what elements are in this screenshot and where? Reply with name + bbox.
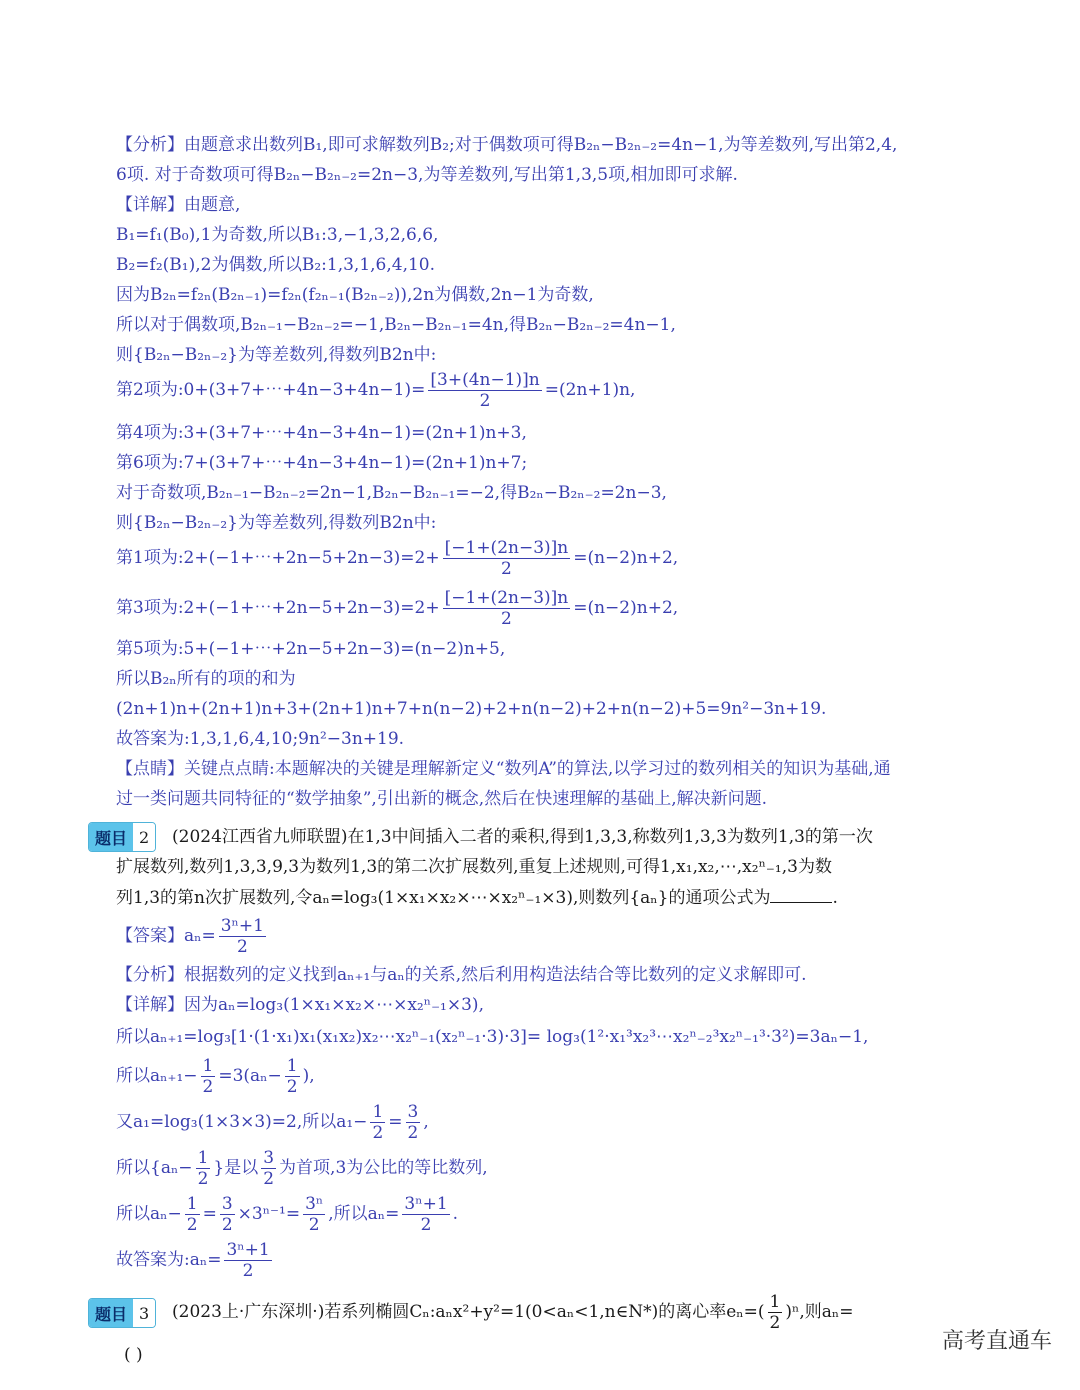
numerator: 1 bbox=[769, 1292, 781, 1312]
arith-line-1: 则{B₂ₙ−B₂ₙ₋₂}为等差数列,得数列B2n中: bbox=[116, 345, 437, 365]
question-number: 2 bbox=[133, 823, 155, 851]
question-3-line-1 bbox=[172, 1292, 853, 1333]
question-3-right: )ⁿ,则aₙ= bbox=[785, 1302, 854, 1322]
numerator: 3 bbox=[221, 1194, 233, 1214]
numerator: 1 bbox=[202, 1056, 214, 1076]
fraction bbox=[428, 370, 541, 411]
equals-sign: = bbox=[202, 1204, 217, 1224]
term-1-left: 第1项为:2+(−1+⋯+2n−5+2n−3)=2+ bbox=[116, 548, 440, 568]
answer-label: 【答案】aₙ= bbox=[116, 926, 216, 946]
numerator: [−1+(2n−3)]n bbox=[444, 538, 569, 558]
question-tag: 题目 bbox=[89, 823, 133, 851]
term-5-line: 第5项为:5+(−1+⋯+2n−5+2n−3)=(n−2)n+5, bbox=[116, 639, 506, 659]
term-6-line: 第6项为:7+(3+7+⋯+4n−3+4n−1)=(2n+1)n+7; bbox=[116, 453, 528, 473]
numerator: 3ⁿ+1 bbox=[220, 916, 264, 936]
step-1-line: 所以aₙ₊₁=log₃[1·(1·x₁)x₁(x₁x₂)x₂⋯x₂ⁿ₋₁(x₂ⁿ₋₁·3)·3]= log₃(1²·x₁³x₂³⋯x₂ⁿ₋₂³x₂ⁿ₋₁³·3²)=3aₙ−1, bbox=[116, 1027, 869, 1047]
denominator: 2 bbox=[186, 1215, 198, 1235]
numerator: 1 bbox=[286, 1056, 298, 1076]
term-3-right: =(n−2)n+2, bbox=[573, 598, 679, 618]
step-4-right: 为首项,3为公比的等比数列, bbox=[279, 1158, 488, 1178]
fraction bbox=[285, 1056, 300, 1097]
fraction bbox=[201, 1056, 216, 1097]
fraction bbox=[406, 1102, 421, 1143]
fraction bbox=[185, 1194, 200, 1235]
remark-line-2: 过一类问题共同特征的“数学抽象”,引出新的概念,然后在快速理解的基础上,解决新问题. bbox=[116, 789, 767, 809]
question-2-badge bbox=[88, 822, 156, 852]
step-2-right: ), bbox=[302, 1066, 315, 1086]
denominator: 2 bbox=[769, 1313, 781, 1333]
fraction bbox=[402, 1194, 449, 1235]
final-answer-line bbox=[116, 1240, 275, 1281]
question-3-badge bbox=[88, 1298, 156, 1328]
step-5-right: . bbox=[452, 1204, 459, 1224]
denominator: 2 bbox=[242, 1261, 254, 1281]
question-2-line-3 bbox=[116, 886, 838, 909]
numerator: [−1+(2n−3)]n bbox=[444, 588, 569, 608]
numerator: 1 bbox=[197, 1148, 209, 1168]
question-2-line-3-end: . bbox=[832, 888, 838, 908]
term-3-left: 第3项为:2+(−1+⋯+2n−5+2n−3)=2+ bbox=[116, 598, 440, 618]
sum-line: (2n+1)n+(2n+1)n+3+(2n+1)n+7+n(n−2)+2+n(n−2)+2+n(n−2)+5=9n²−3n+19. bbox=[116, 699, 827, 719]
numerator: [3+(4n−1)]n bbox=[430, 370, 540, 390]
denominator: 2 bbox=[221, 1215, 233, 1235]
step-4-line bbox=[116, 1148, 488, 1189]
final-answer-label: 故答案为:aₙ= bbox=[116, 1250, 222, 1270]
step-3-line bbox=[116, 1102, 429, 1143]
question-2-line-2: 扩展数列,数列1,3,3,9,3为数列1,3的第二次扩展数列,重复上述规则,可得1,x₁,x₂,⋯,x₂ⁿ₋₁,3为数 bbox=[116, 857, 832, 877]
term-2-line bbox=[116, 370, 635, 411]
question-2-line-1: (2024江西省九师联盟)在1,3中间插入二者的乘积,得到1,3,3,称数列1,3,3为数列1,3的第一次 bbox=[172, 827, 873, 847]
step-3-right: , bbox=[423, 1112, 429, 1132]
question-2-line-3-text: 列1,3的第n次扩展数列,令aₙ=log₃(1×x₁×x₂×⋯×x₂ⁿ₋₁×3),则数列{aₙ}的通项公式为 bbox=[116, 888, 771, 908]
odd-line: 对于奇数项,B₂ₙ₋₁−B₂ₙ₋₂=2n−1,B₂ₙ−B₂ₙ₋₁=−2,得B₂ₙ−B₂ₙ₋₂=2n−3, bbox=[116, 483, 667, 503]
term-3-line bbox=[116, 588, 678, 629]
answer-blank bbox=[770, 886, 832, 903]
even-line: 所以对于偶数项,B₂ₙ₋₁−B₂ₙ₋₂=−1,B₂ₙ−B₂ₙ₋₁=4n,得B₂ₙ−B₂ₙ₋₂=4n−1, bbox=[116, 315, 676, 335]
analysis-line-1: 【分析】由题意求出数列B₁,即可求解数列B₂;对于偶数项可得B₂ₙ−B₂ₙ₋₂=4n−1,为等差数列,写出第2,4, bbox=[116, 135, 898, 155]
step-2-left: 所以aₙ₊₁− bbox=[116, 1066, 198, 1086]
b2-line: B₂=f₂(B₁),2为偶数,所以B₂:1,3,1,6,4,10. bbox=[116, 255, 436, 275]
fraction bbox=[370, 1102, 385, 1143]
term-4-line: 第4项为:3+(3+7+⋯+4n−3+4n−1)=(2n+1)n+3, bbox=[116, 423, 527, 443]
because-line: 因为B₂ₙ=f₂ₙ(B₂ₙ₋₁)=f₂ₙ(f₂ₙ₋₁(B₂ₙ₋₂)),2n为偶数,2n−1为奇数, bbox=[116, 285, 594, 305]
watermark: 高考直通车 bbox=[941, 1329, 1052, 1354]
denominator: 2 bbox=[372, 1123, 384, 1143]
numerator: 3 bbox=[407, 1102, 419, 1122]
arith-line-2: 则{B₂ₙ−B₂ₙ₋₂}为等差数列,得数列B2n中: bbox=[116, 513, 437, 533]
denominator: 2 bbox=[263, 1169, 275, 1189]
remark-line-1: 【点睛】关键点点睛:本题解决的关键是理解新定义“数列A”的算法,以学习过的数列相关的知识为基础,通 bbox=[116, 759, 891, 779]
step-5-mid-2: ,所以aₙ= bbox=[328, 1204, 400, 1224]
analysis-line-2: 6项. 对于奇数项可得B₂ₙ−B₂ₙ₋₂=2n−3,为等差数列,写出第1,3,5项,相加即可求解. bbox=[116, 165, 738, 185]
fraction bbox=[219, 916, 266, 957]
fraction bbox=[261, 1148, 276, 1189]
fraction bbox=[443, 538, 571, 579]
question-tag: 题目 bbox=[89, 1299, 133, 1327]
analysis-2-line: 【分析】根据数列的定义找到aₙ₊₁与aₙ的关系,然后利用构造法结合等比数列的定义求解即可. bbox=[116, 965, 807, 985]
fraction bbox=[220, 1194, 235, 1235]
denominator: 2 bbox=[420, 1215, 432, 1235]
step-2-mid: =3(aₙ− bbox=[218, 1066, 282, 1086]
denominator: 2 bbox=[202, 1077, 214, 1097]
sum-intro-line: 所以B₂ₙ所有的项的和为 bbox=[116, 669, 296, 689]
numerator: 3ⁿ bbox=[305, 1194, 324, 1214]
step-5-line bbox=[116, 1194, 458, 1235]
denominator: 2 bbox=[501, 559, 512, 579]
denominator: 2 bbox=[197, 1169, 209, 1189]
answer-line: 故答案为:1,3,1,6,4,10;9n²−3n+19. bbox=[116, 729, 405, 749]
numerator: 1 bbox=[186, 1194, 198, 1214]
fraction bbox=[443, 588, 571, 629]
step-2-line bbox=[116, 1056, 315, 1097]
question-number: 3 bbox=[133, 1299, 155, 1327]
fraction bbox=[224, 1240, 271, 1281]
denominator: 2 bbox=[236, 937, 248, 957]
term-1-line bbox=[116, 538, 678, 579]
numerator: 3ⁿ+1 bbox=[404, 1194, 448, 1214]
denominator: 2 bbox=[308, 1215, 320, 1235]
step-5-left: 所以aₙ− bbox=[116, 1204, 182, 1224]
numerator: 3ⁿ+1 bbox=[226, 1240, 270, 1260]
detail-heading: 【详解】由题意, bbox=[116, 195, 241, 215]
answer-2-line bbox=[116, 916, 269, 957]
denominator: 2 bbox=[407, 1123, 419, 1143]
equals-sign: = bbox=[388, 1112, 403, 1132]
fraction bbox=[196, 1148, 211, 1189]
denominator: 2 bbox=[501, 609, 512, 629]
term-1-right: =(n−2)n+2, bbox=[573, 548, 679, 568]
b1-line: B₁=f₁(B₀),1为奇数,所以B₁:3,−1,3,2,6,6, bbox=[116, 225, 439, 245]
fraction bbox=[303, 1194, 325, 1235]
term-2-right: =(2n+1)n, bbox=[544, 380, 636, 400]
step-4-left: 所以{aₙ− bbox=[116, 1158, 193, 1178]
question-3-left: (2023上·广东深圳·)若系列椭圆Cₙ:aₙx²+y²=1(0<aₙ<1,n∈N*)的离心率eₙ=( bbox=[172, 1302, 765, 1322]
numerator: 1 bbox=[372, 1102, 384, 1122]
choice-parentheses: ( ) bbox=[124, 1345, 143, 1365]
denominator: 2 bbox=[286, 1077, 298, 1097]
denominator: 2 bbox=[479, 391, 491, 411]
numerator: 3 bbox=[263, 1148, 275, 1168]
term-2-left: 第2项为:0+(3+7+⋯+4n−3+4n−1)= bbox=[116, 380, 426, 400]
fraction bbox=[768, 1292, 783, 1333]
step-3-left: 又a₁=log₃(1×3×3)=2,所以a₁− bbox=[116, 1112, 368, 1132]
step-4-mid: }是以 bbox=[213, 1158, 259, 1178]
step-5-mid: ×3ⁿ⁻¹= bbox=[237, 1204, 301, 1224]
detail-2-line: 【详解】因为aₙ=log₃(1×x₁×x₂×⋯×x₂ⁿ₋₁×3), bbox=[116, 995, 484, 1015]
